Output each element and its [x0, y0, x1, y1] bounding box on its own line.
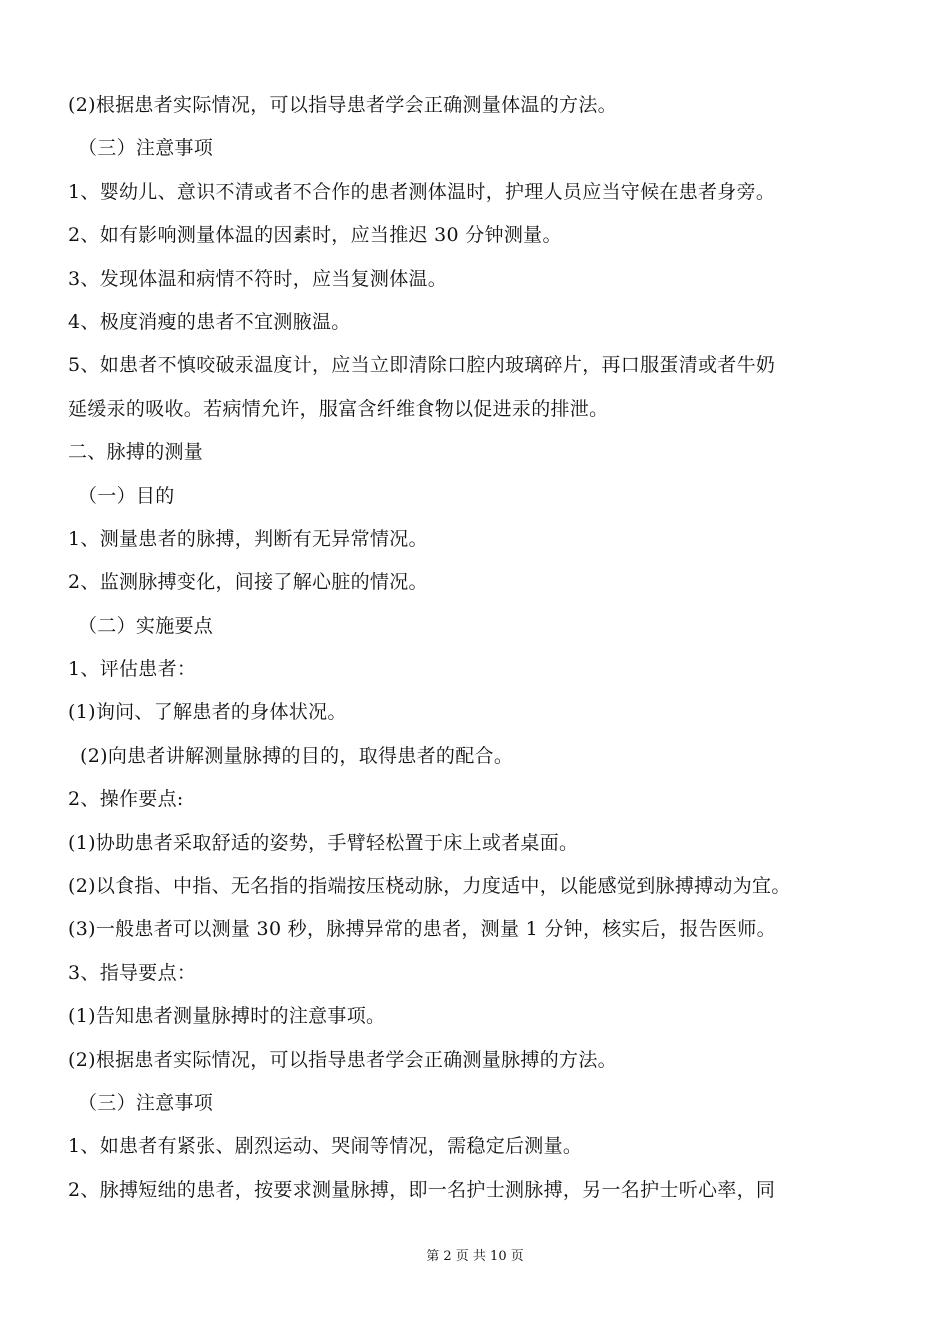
document-body	[68, 84, 888, 1212]
chapter-heading: 二、脉搏的测量	[68, 441, 204, 464]
paragraph-line: (3)一般患者可以测量 30 秒，脉搏异常的患者，测量 1 分钟，核实后，报告医师。	[68, 918, 776, 941]
paragraph-line: 1、如患者有紧张、剧烈运动、哭闹等情况，需稳定后测量。	[68, 1135, 583, 1158]
paragraph-line: 2、操作要点:	[68, 788, 184, 811]
paragraph-line: (1)协助患者采取舒适的姿势，手臂轻松置于床上或者桌面。	[68, 831, 579, 854]
paragraph-line: (2)根据患者实际情况，可以指导患者学会正确测量体温的方法。	[68, 94, 617, 116]
paragraph-line: 2、如有影响测量体温的因素时，应当推迟 30 分钟测量。	[68, 224, 562, 247]
paragraph-line: 5、如患者不慎咬破汞温度计，应当立即清除口腔内玻璃碎片，再口服蛋清或者牛奶	[68, 354, 776, 377]
paragraph-line: (2)向患者讲解测量脉搏的目的，取得患者的配合。	[80, 744, 514, 767]
section-heading: （三）注意事项	[78, 1091, 214, 1114]
paragraph-line: (1)告知患者测量脉搏时的注意事项。	[68, 1005, 386, 1028]
page-number-footer: 第 2 页 共 10 页	[426, 1249, 524, 1264]
paragraph-line: 1、婴幼儿、意识不清或者不合作的患者测体温时，护理人员应当守候在患者身旁。	[68, 180, 776, 203]
section-heading: （一）目的	[78, 484, 175, 507]
paragraph-line: 延缓汞的吸收。若病情允许，服富含纤维食物以促进汞的排泄。	[68, 397, 609, 420]
section-heading: （二）实施要点	[78, 614, 214, 637]
paragraph-line: 3、发现体温和病情不符时，应当复测体温。	[68, 267, 448, 290]
paragraph-line: (2)根据患者实际情况，可以指导患者学会正确测量脉搏的方法。	[68, 1048, 617, 1071]
paragraph-line: 2、脉搏短绌的患者，按要求测量脉搏，即一名护士测脉搏，另一名护士听心率，同	[68, 1178, 776, 1201]
paragraph-line: 1、测量患者的脉搏，判断有无异常情况。	[68, 527, 428, 550]
paragraph-line: 2、监测脉搏变化，间接了解心脏的情况。	[68, 571, 428, 594]
paragraph-line: 3、指导要点：	[68, 961, 197, 984]
paragraph-line: 4、极度消瘦的患者不宜测腋温。	[68, 310, 351, 333]
paragraph-line: (1)询问、了解患者的身体状况。	[68, 701, 347, 724]
paragraph-line: 1、评估患者：	[68, 658, 197, 681]
paragraph-line: (2)以食指、中指、无名指的指端按压桡动脉，力度适中，以能感觉到脉搏搏动为宜。	[68, 875, 791, 898]
section-heading: （三）注意事项	[78, 137, 214, 160]
